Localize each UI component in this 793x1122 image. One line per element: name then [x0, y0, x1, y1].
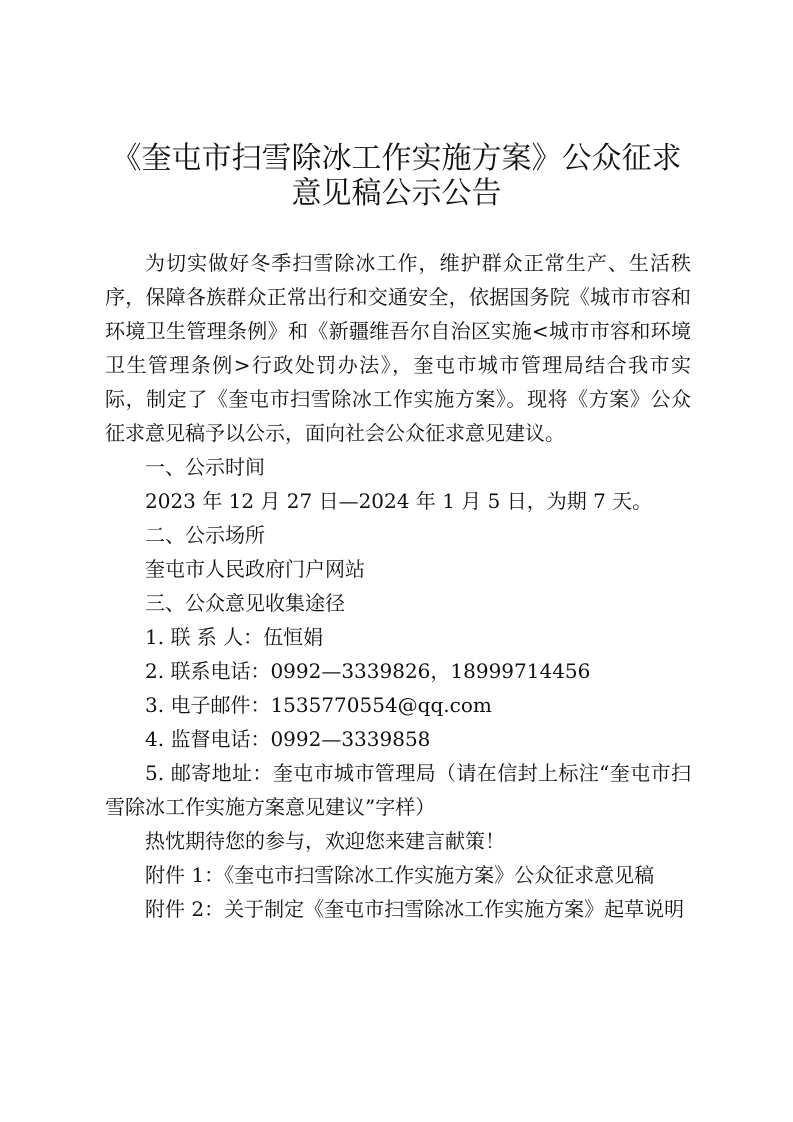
- section-heading-channels: 三、公众意见收集途径: [145, 591, 345, 615]
- document-title-line-2: 意见稿公示公告: [291, 176, 502, 211]
- intro-paragraph: 为切实做好冬季扫雪除冰工作，维护群众正常生产、生活秩序，保障各族群众正常出行和交通安全，依据国务院《城市市容和环境卫生管理条例》和《新疆维吾尔自治区实施<城市市容和环境卫生管理条例>行政处罚办法》，奎屯市城市管理局结合我市实际，制定了《奎屯市扫雪除冰工作实施方案》。现将《方案》公众征求意见稿予以公示，面向社会公众征求意见建议。: [105, 251, 691, 445]
- section-heading-place: 二、公示场所: [145, 523, 265, 547]
- contact-email: 3. 电子邮件：1535770554@qq.com: [145, 693, 492, 717]
- contact-person: 1. 联 系 人：伍恒娟: [145, 625, 324, 649]
- document-body: [105, 246, 691, 926]
- supervision-phone: 4. 监督电话：0992—3339858: [145, 727, 431, 751]
- attachment-1: 附件 1：《奎屯市扫雪除冰工作实施方案》公众征求意见稿: [145, 863, 655, 887]
- mailing-address: 5. 邮寄地址：奎屯市城市管理局（请在信封上标注“奎屯市扫雪除冰工作实施方案意见建议”字样）: [105, 761, 691, 819]
- publication-period: 2023 年 12 月 27 日—2024 年 1 月 5 日，为期 7 天。: [145, 489, 653, 513]
- section-heading-time: 一、公示时间: [145, 455, 265, 479]
- document-title-line-1: 《奎屯市扫雪除冰工作实施方案》公众征求: [111, 141, 682, 176]
- attachment-2: 附件 2：关于制定《奎屯市扫雪除冰工作实施方案》起草说明: [145, 897, 685, 921]
- closing-line: 热忱期待您的参与，欢迎您来建言献策！: [145, 829, 505, 853]
- contact-phone: 2. 联系电话：0992—3339826，18999714456: [145, 659, 591, 683]
- publication-place: 奎屯市人民政府门户网站: [145, 557, 365, 581]
